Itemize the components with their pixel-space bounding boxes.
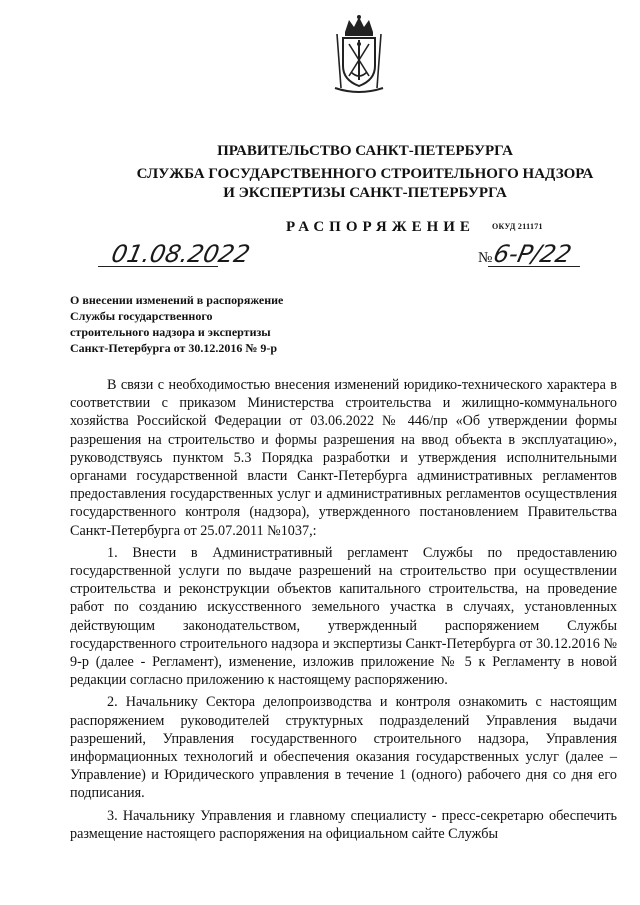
service-title-line1: СЛУЖБА ГОСУДАРСТВЕННОГО СТРОИТЕЛЬНОГО НАДЗОРА <box>136 166 594 182</box>
item-2-paragraph: 2. Начальнику Сектора делопроизводства и контроля ознакомить с настоящим распоряжением руководителей структурных подразделений Управления выдачи разрешений, Управления государственного строительного надзора, Управления информационных технологий и обеспечения оказания государственных услуг (далее – Управление) и Юридического управления в течение 1 (одного) рабочего дня со дня его подписания. <box>70 694 617 802</box>
government-title: ПРАВИТЕЛЬСТВО САНКТ-ПЕТЕРБУРГА <box>217 143 513 159</box>
okud-code: ОКУД 211171 <box>492 222 543 231</box>
number-underline <box>488 266 580 267</box>
subject-line: Службы государственного <box>70 309 213 323</box>
service-title-line2: И ЭКСПЕРТИЗЫ САНКТ-ПЕТЕРБУРГА <box>223 185 507 201</box>
number-prefix: № <box>478 250 493 266</box>
subject-line: строительного надзора и экспертизы <box>70 325 271 339</box>
document-subject <box>70 292 330 356</box>
subject-line: Санкт-Петербурга от 30.12.2016 № 9-р <box>70 341 278 355</box>
document-type: РАСПОРЯЖЕНИЕ <box>286 219 475 235</box>
document-body <box>70 376 617 843</box>
item-3-paragraph: 3. Начальнику Управления и главному специалисту - пресс-секретарю обеспечить размещение настоящего распоряжения на официальном сайте Службы <box>70 807 617 842</box>
date-underline <box>98 266 218 267</box>
preamble-paragraph: В связи с необходимостью внесения изменений юридико-технического характера в соответствии с приказом Министерства строительства и жилищно-коммунального хозяйства Российской Федерации от 03.06.2022 № 446/пр «Об утверждении формы разрешения на строительство и формы разрешения на ввод объекта в эксплуатацию», руководствуясь пунктом 5.3 Порядка разработки и утверждения исполнительными органами государственной власти Санкт-Петербурга административных регламентов предоставления государственных услуг и административных регламентов осуществления государственного контроля (надзора), утвержденного постановлением Правительства Санкт-Петербурга от 25.07.2011 №1037,: <box>70 377 617 539</box>
coat-of-arms-icon <box>331 14 387 94</box>
subject-line: О внесении изменений в распоряжение <box>70 293 284 307</box>
document-number: 6-Р/22 <box>491 240 575 268</box>
document-date: 01.08.2022 <box>109 240 253 268</box>
service-title <box>0 165 640 203</box>
item-1-paragraph: 1. Внести в Административный регламент Службы по предоставлению государственной услуги по выдаче разрешений на строительство при осуществлении строительства и реконструкции объектов капитального строительства, на проведение работ по созданию искусственного земельного участка в случаях, установленных действующим законодательством, утвержденный распоряжением Службы государственного строительного надзора и экспертизы Санкт-Петербурга от 30.12.2016 № 9-р (далее - Регламент), изменение, изложив приложение № 5 к Регламенту в новой редакции согласно приложению к настоящему распоряжению. <box>70 544 617 689</box>
